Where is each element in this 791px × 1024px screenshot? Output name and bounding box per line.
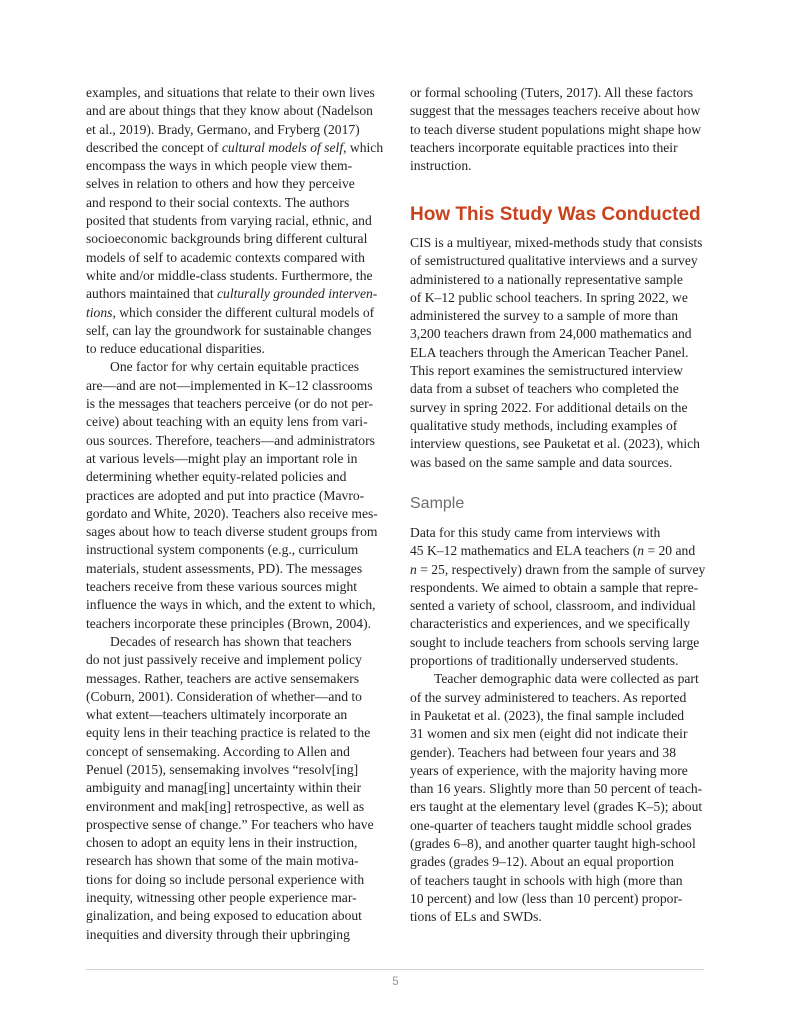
text-line: authors maintained that culturally grounded interven- [86, 286, 378, 302]
text-line: prospective sense of change.” For teachers who have [86, 816, 374, 832]
text-line: n = 25, respectively) drawn from the sample of survey [410, 561, 706, 577]
text-line: Penuel (2015), sensemaking involves “resolv[ing] [86, 761, 359, 777]
text-line: teachers receive from these various sources might [86, 579, 358, 595]
text-line: practices are adopted and put into practice (Mavro- [86, 487, 365, 503]
text-line: environment and mak[ing] retrospective, as well as [86, 798, 365, 814]
text-line: selves in relation to others and how they perceive [86, 176, 355, 192]
text-line: chosen to adopt an equity lens in their instruction, [86, 835, 358, 851]
text-line: characteristics and experiences, and we specifically [410, 616, 691, 632]
text-line: tions of ELs and SWDs. [410, 909, 542, 925]
text-line: described the concept of cultural models of self, which [86, 139, 384, 155]
text-line: Teacher demographic data were collected as part [434, 671, 699, 687]
text-line: examples, and situations that relate to their own lives [86, 85, 375, 100]
text-line: do not just passively receive and implement policy [86, 652, 362, 668]
text-line: This report examines the semistructured interview [410, 363, 683, 379]
text-line: Data for this study came from interviews with [410, 525, 661, 540]
paragraph [86, 84, 382, 358]
text-line: was based on the same sample and data sources. [410, 454, 673, 470]
text-line: and are about things that they know about (Nadelson [86, 103, 373, 119]
text-line: of K–12 public school teachers. In spring 2022, we [410, 289, 688, 305]
text-line: sought to include teachers from schools serving large [410, 634, 700, 650]
text-line: interview questions, see Pauketat et al. (2023), which [410, 436, 700, 452]
paragraph [410, 524, 710, 670]
text-line: instruction. [410, 158, 472, 174]
paragraph [410, 670, 710, 926]
text-line: influence the ways in which, and the extent to which, [86, 597, 376, 613]
text-line: sented a variety of school, classroom, and individual [410, 598, 696, 614]
subsection-heading: Sample [410, 495, 465, 512]
text-line: self, can lay the groundwork for sustainable changes [86, 322, 372, 338]
text-line: 45 K–12 mathematics and ELA teachers (n = 20 and [410, 543, 696, 559]
text-line: or formal schooling (Tuters, 2017). All these factors [410, 85, 694, 100]
right-section-body [410, 234, 710, 472]
text-line: proportions of traditionally underserved students. [410, 653, 679, 669]
text-line: equity lens in their teaching practice is related to the [86, 725, 371, 741]
text-line: 10 percent) and low (less than 10 percent) propor- [410, 890, 683, 906]
text-line: ELA teachers through the American Teacher Panel. [410, 344, 689, 360]
text-line: posited that students from varying racial, ethnic, and [86, 213, 372, 229]
text-line: and respond to their social contexts. The authors [86, 194, 350, 210]
text-line: data from a subset of teachers who completed the [410, 381, 679, 397]
text-line: teachers incorporate equitable practices into their [410, 139, 678, 155]
text-line: what extent—teachers ultimately incorporate an [86, 707, 348, 723]
text-line: Decades of research has shown that teachers [110, 633, 352, 649]
text-line: tions, which consider the different cultural models of [86, 304, 375, 320]
text-line: concept of sensemaking. According to Allen and [86, 743, 350, 759]
text-line: CIS is a multiyear, mixed-methods study that consists [410, 235, 703, 250]
text-line: ginalization, and being exposed to education about [86, 908, 362, 924]
paragraph [410, 84, 710, 175]
sample-section-body [410, 524, 710, 927]
text-line: administered the survey to a sample of more than [410, 308, 679, 324]
text-line: respondents. We aimed to obtain a sample that repre- [410, 579, 699, 595]
text-line: years of experience, with the majority having more [410, 762, 688, 778]
text-line: administered to a nationally representative sample [410, 271, 683, 287]
text-line: in Pauketat et al. (2023), the final sample included [410, 707, 685, 723]
text-line: at various levels—might play an important role in [86, 450, 358, 466]
text-line: of semistructured qualitative interviews and a survey [410, 253, 698, 269]
text-line: ambiguity and manag[ing] uncertainty within their [86, 780, 362, 796]
text-line: gender). Teachers had between four years and 38 [410, 744, 677, 760]
page-number: 5 [392, 976, 399, 988]
text-line: sages about how to teach diverse student groups from [86, 524, 378, 540]
text-line: gordato and White, 2020). Teachers also receive mes- [86, 505, 378, 521]
text-line: socioeconomic backgrounds bring different cultural [86, 231, 368, 247]
text-line: ceive) about teaching with an equity lens from vari- [86, 414, 368, 430]
paragraph [410, 234, 710, 472]
text-line: suggest that the messages teachers receive about how [410, 103, 701, 119]
text-line: One factor for why certain equitable practices [110, 359, 360, 375]
left-column [86, 84, 382, 944]
text-line: 3,200 teachers drawn from 24,000 mathematics and [410, 326, 692, 342]
text-line: models of self to academic contexts compared with [86, 249, 365, 265]
text-line: grades (grades 9–12). About an equal proportion [410, 854, 674, 870]
paragraph [86, 633, 382, 944]
text-line: (Coburn, 2001). Consideration of whether—and to [86, 688, 362, 704]
text-line: ers taught at the elementary level (grades K–5); about [410, 799, 703, 815]
text-line: inequities and diversity through their upbringing [86, 926, 350, 942]
text-line: to reduce educational disparities. [86, 341, 265, 357]
text-line: are—and are not—implemented in K–12 classrooms [86, 377, 373, 393]
text-line: et al., 2019). Brady, Germano, and Fryberg (2017) [86, 121, 360, 137]
text-line: instructional system components (e.g., curriculum [86, 542, 359, 558]
text-line: encompass the ways in which people view them- [86, 158, 353, 174]
text-line: to teach diverse student populations might shape how [410, 121, 702, 137]
section-heading: How This Study Was Conducted [410, 204, 701, 225]
text-line: of teachers taught in schools with high (more than [410, 872, 683, 888]
text-line: tions for doing so include personal experience with [86, 871, 365, 887]
paragraph [86, 358, 382, 632]
text-line: is the messages that teachers perceive (or do not per- [86, 396, 373, 412]
text-line: materials, student assessments, PD). The messages [86, 560, 363, 576]
text-line: ous sources. Therefore, teachers—and administrators [86, 432, 375, 448]
text-line: (grades 6–8), and another quarter taught high-school [410, 836, 696, 852]
text-line: one-quarter of teachers taught middle school grades [410, 817, 692, 833]
text-line: white and/or middle-class students. Furthermore, the [86, 267, 373, 283]
text-line: of the survey administered to teachers. As reported [410, 689, 687, 705]
text-line: determining whether equity-related policies and [86, 469, 347, 485]
text-line: survey in spring 2022. For additional details on the [410, 399, 688, 415]
text-line: 31 women and six men (eight did not indicate their [410, 726, 688, 742]
text-line: messages. Rather, teachers are active sensemakers [86, 670, 360, 686]
text-line: inequity, witnessing other people experience mar- [86, 890, 357, 906]
footer-divider [86, 969, 704, 970]
text-line: teachers incorporate these principles (Brown, 2004). [86, 615, 371, 631]
text-line: research has shown that some of the main motiva- [86, 853, 359, 869]
text-line: qualitative study methods, including examples of [410, 417, 678, 433]
text-line: than 16 years. Slightly more than 50 percent of teach- [410, 781, 703, 797]
